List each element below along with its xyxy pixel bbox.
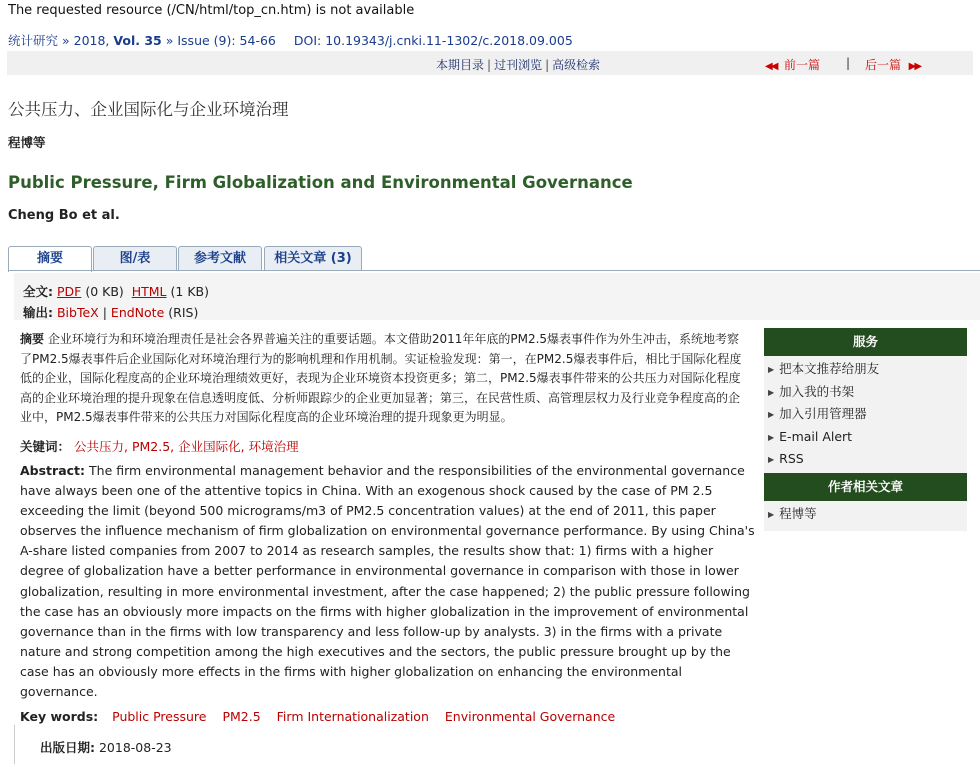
divider-line — [14, 725, 15, 764]
fulltext-box — [14, 273, 980, 320]
issue-link[interactable]: » Issue (9): 54-66 — [165, 33, 276, 48]
publish-date-value: 2018-08-23 — [98, 740, 172, 755]
year-text: » 2018, — [62, 33, 110, 48]
triangle-right-icon: ▶ — [768, 387, 775, 397]
tab-underline — [8, 270, 980, 271]
publish-date — [40, 738, 172, 756]
export-separator: | — [102, 305, 107, 320]
rss-link[interactable]: ▶ RSS — [768, 451, 804, 466]
tab-references[interactable]: 参考文献 — [178, 246, 262, 271]
endnote-link[interactable]: EndNote — [110, 305, 165, 320]
triangle-right-icon: ▶ — [768, 509, 775, 519]
pdf-link[interactable]: PDF — [56, 284, 82, 299]
keywords-cn: 关键词： 公共压力, PM2.5, 企业国际化, 环境治理 — [20, 439, 299, 454]
previous-article-link[interactable]: ◀◀ 前一篇 — [765, 58, 821, 72]
next-article-link[interactable]: 后一篇 ▶▶ — [865, 58, 921, 72]
nav-links: 本期目录 | 过刊浏览 | 高级检索 — [436, 58, 601, 72]
author-en: Cheng Bo et al. — [8, 208, 120, 223]
triangle-right-icon: ▶ — [768, 410, 775, 419]
sidebar — [764, 328, 967, 531]
triangle-right-icon: ▶ — [768, 455, 775, 464]
fulltext-row — [23, 282, 209, 300]
triangle-right-icon: ▶ — [768, 365, 775, 374]
bibtex-link[interactable]: BibTeX — [56, 305, 99, 320]
abstract-en-label: Abstract: — [20, 463, 86, 478]
email-alert-link[interactable]: ▶ E-mail Alert — [768, 428, 853, 444]
abstract-cn-text: 企业环境行为和环境治理责任是社会各界普遍关注的重要话题。本文借助2011年年底的PM2.5爆表事件作为外生冲击，系统地考察了PM2.5爆表事件后企业国际化对环境治理行为的影响机理和作用机制。实证检验发现：第一，在PM2.5爆表事件后，相比于国际化程度低的企业，国际化程度高的企业环境治理绩效更好，表现为企业环境资本投资更多；第二，PM2.5爆表事件带来的公共压力对国际化程度高的企业环境治理的提升现象在信息透明度低、分析师跟踪少的企业更加显著；第三，在民营性质、高管理层权力及行业竞争程度高的企业中，PM2.5爆表事件带来的公共压力对国际化程度高的企业环境治理的提升现象更为明显。 — [20, 332, 742, 424]
nav-separator: | — [846, 56, 851, 70]
citation-line — [8, 31, 573, 49]
article-title-en: Public Pressure, Firm Globalization and Environmental Governance — [8, 173, 633, 192]
volume-text[interactable]: Vol. 35 — [113, 33, 162, 48]
nav-bar — [7, 51, 973, 75]
tab-related-articles[interactable]: 相关文章 (3) — [264, 246, 362, 271]
abstract-en — [20, 461, 755, 702]
fulltext-label: 全文: — [23, 284, 53, 299]
keyword-cn-link[interactable]: 公共压力 — [74, 439, 125, 454]
abstract-en-text: The firm environmental management behavior and the responsibilities of the environmental governance have always been one of the attentive topics in China. With an exogenous shock caused by the case of PM 2.5 exceeding the limit (beyond 500 micrograms/m3 of PM2.5 concentration values) at the end of 2011, this paper observes the influence mechanism of firm globalization on environmental governance performance. By using China's A-share listed companies from 2007 to 2014 as research samples, the results show that: 1) firms with a higher degree of globalization have a better performance in environmental governance in comparison with those in lower globalization, resulting in more environmental investment, after the case happened; 2) the public pressure following the case has an obviously more impacts on the firms with higher globalization in the improvement of environmental governance than in the firms with low transparency and less follow-up by analysts. 3) in the firms with a private nature and strong competition among the high executives and the sectors, the public pressure brought up by the case has an obviously more effects in the firms with higher globalization on enhancing the environmental governance. — [20, 463, 755, 700]
export-row — [23, 303, 198, 321]
author-cn: 程博等 — [8, 135, 46, 150]
keywords-en-label: Key words: — [20, 709, 99, 724]
keyword-en-link[interactable]: Environmental Governance — [444, 709, 616, 724]
services-header: 服务 — [764, 328, 967, 356]
endnote-format: (RIS) — [168, 305, 199, 320]
keywords-en — [20, 709, 617, 724]
export-label: 输出: — [23, 305, 53, 320]
abstract-cn-label: 摘要 — [20, 332, 45, 346]
keyword-cn-link[interactable]: PM2.5 — [131, 439, 171, 454]
author-articles-header: 作者相关文章 — [764, 473, 967, 501]
advanced-search-link[interactable]: 高级检索 — [552, 58, 601, 72]
author-article-link[interactable]: ▶ 程博等 — [768, 505, 817, 521]
add-to-bookshelf-link[interactable]: ▶ 加入我的书架 — [768, 383, 855, 399]
abstract-cn — [20, 330, 748, 428]
error-message: The requested resource (/CN/html/top_cn.htm) is not available — [8, 3, 415, 18]
keyword-en-link[interactable]: PM2.5 — [222, 709, 261, 724]
triangle-right-icon: ▶ — [768, 432, 775, 442]
publish-date-label: 出版日期: — [40, 740, 95, 755]
keywords-cn-label: 关键词： — [20, 439, 71, 454]
double-right-arrow-icon: ▶▶ — [908, 61, 921, 72]
current-issue-link[interactable]: 本期目录 — [436, 58, 485, 72]
author-articles-list — [764, 501, 967, 532]
recommend-to-friend-link[interactable]: ▶ 把本文推荐给朋友 — [768, 361, 880, 376]
html-link[interactable]: HTML — [131, 284, 167, 299]
html-size: (1 KB) — [170, 284, 209, 299]
journal-link[interactable]: 统计研究 — [8, 33, 59, 48]
keyword-en-link[interactable]: Firm Internationalization — [276, 709, 429, 724]
article-title-cn: 公共压力、企业国际化与企业环境治理 — [8, 100, 289, 119]
add-to-citation-manager-link[interactable]: ▶ 加入引用管理器 — [768, 406, 867, 421]
tab-abstract[interactable]: 摘要 — [8, 246, 92, 272]
tab-figures[interactable]: 图/表 — [93, 246, 177, 271]
pdf-size: (0 KB) — [85, 284, 124, 299]
doi-text: DOI: 10.19343/j.cnki.11-1302/c.2018.09.005 — [293, 33, 573, 48]
keyword-cn-link[interactable]: 企业国际化 — [178, 439, 241, 454]
services-list — [764, 356, 967, 473]
double-left-arrow-icon: ◀◀ — [765, 61, 777, 72]
keyword-en-link[interactable]: Public Pressure — [112, 709, 207, 724]
archive-link[interactable]: 过刊浏览 — [494, 58, 543, 72]
keyword-cn-link[interactable]: 环境治理 — [248, 439, 299, 454]
